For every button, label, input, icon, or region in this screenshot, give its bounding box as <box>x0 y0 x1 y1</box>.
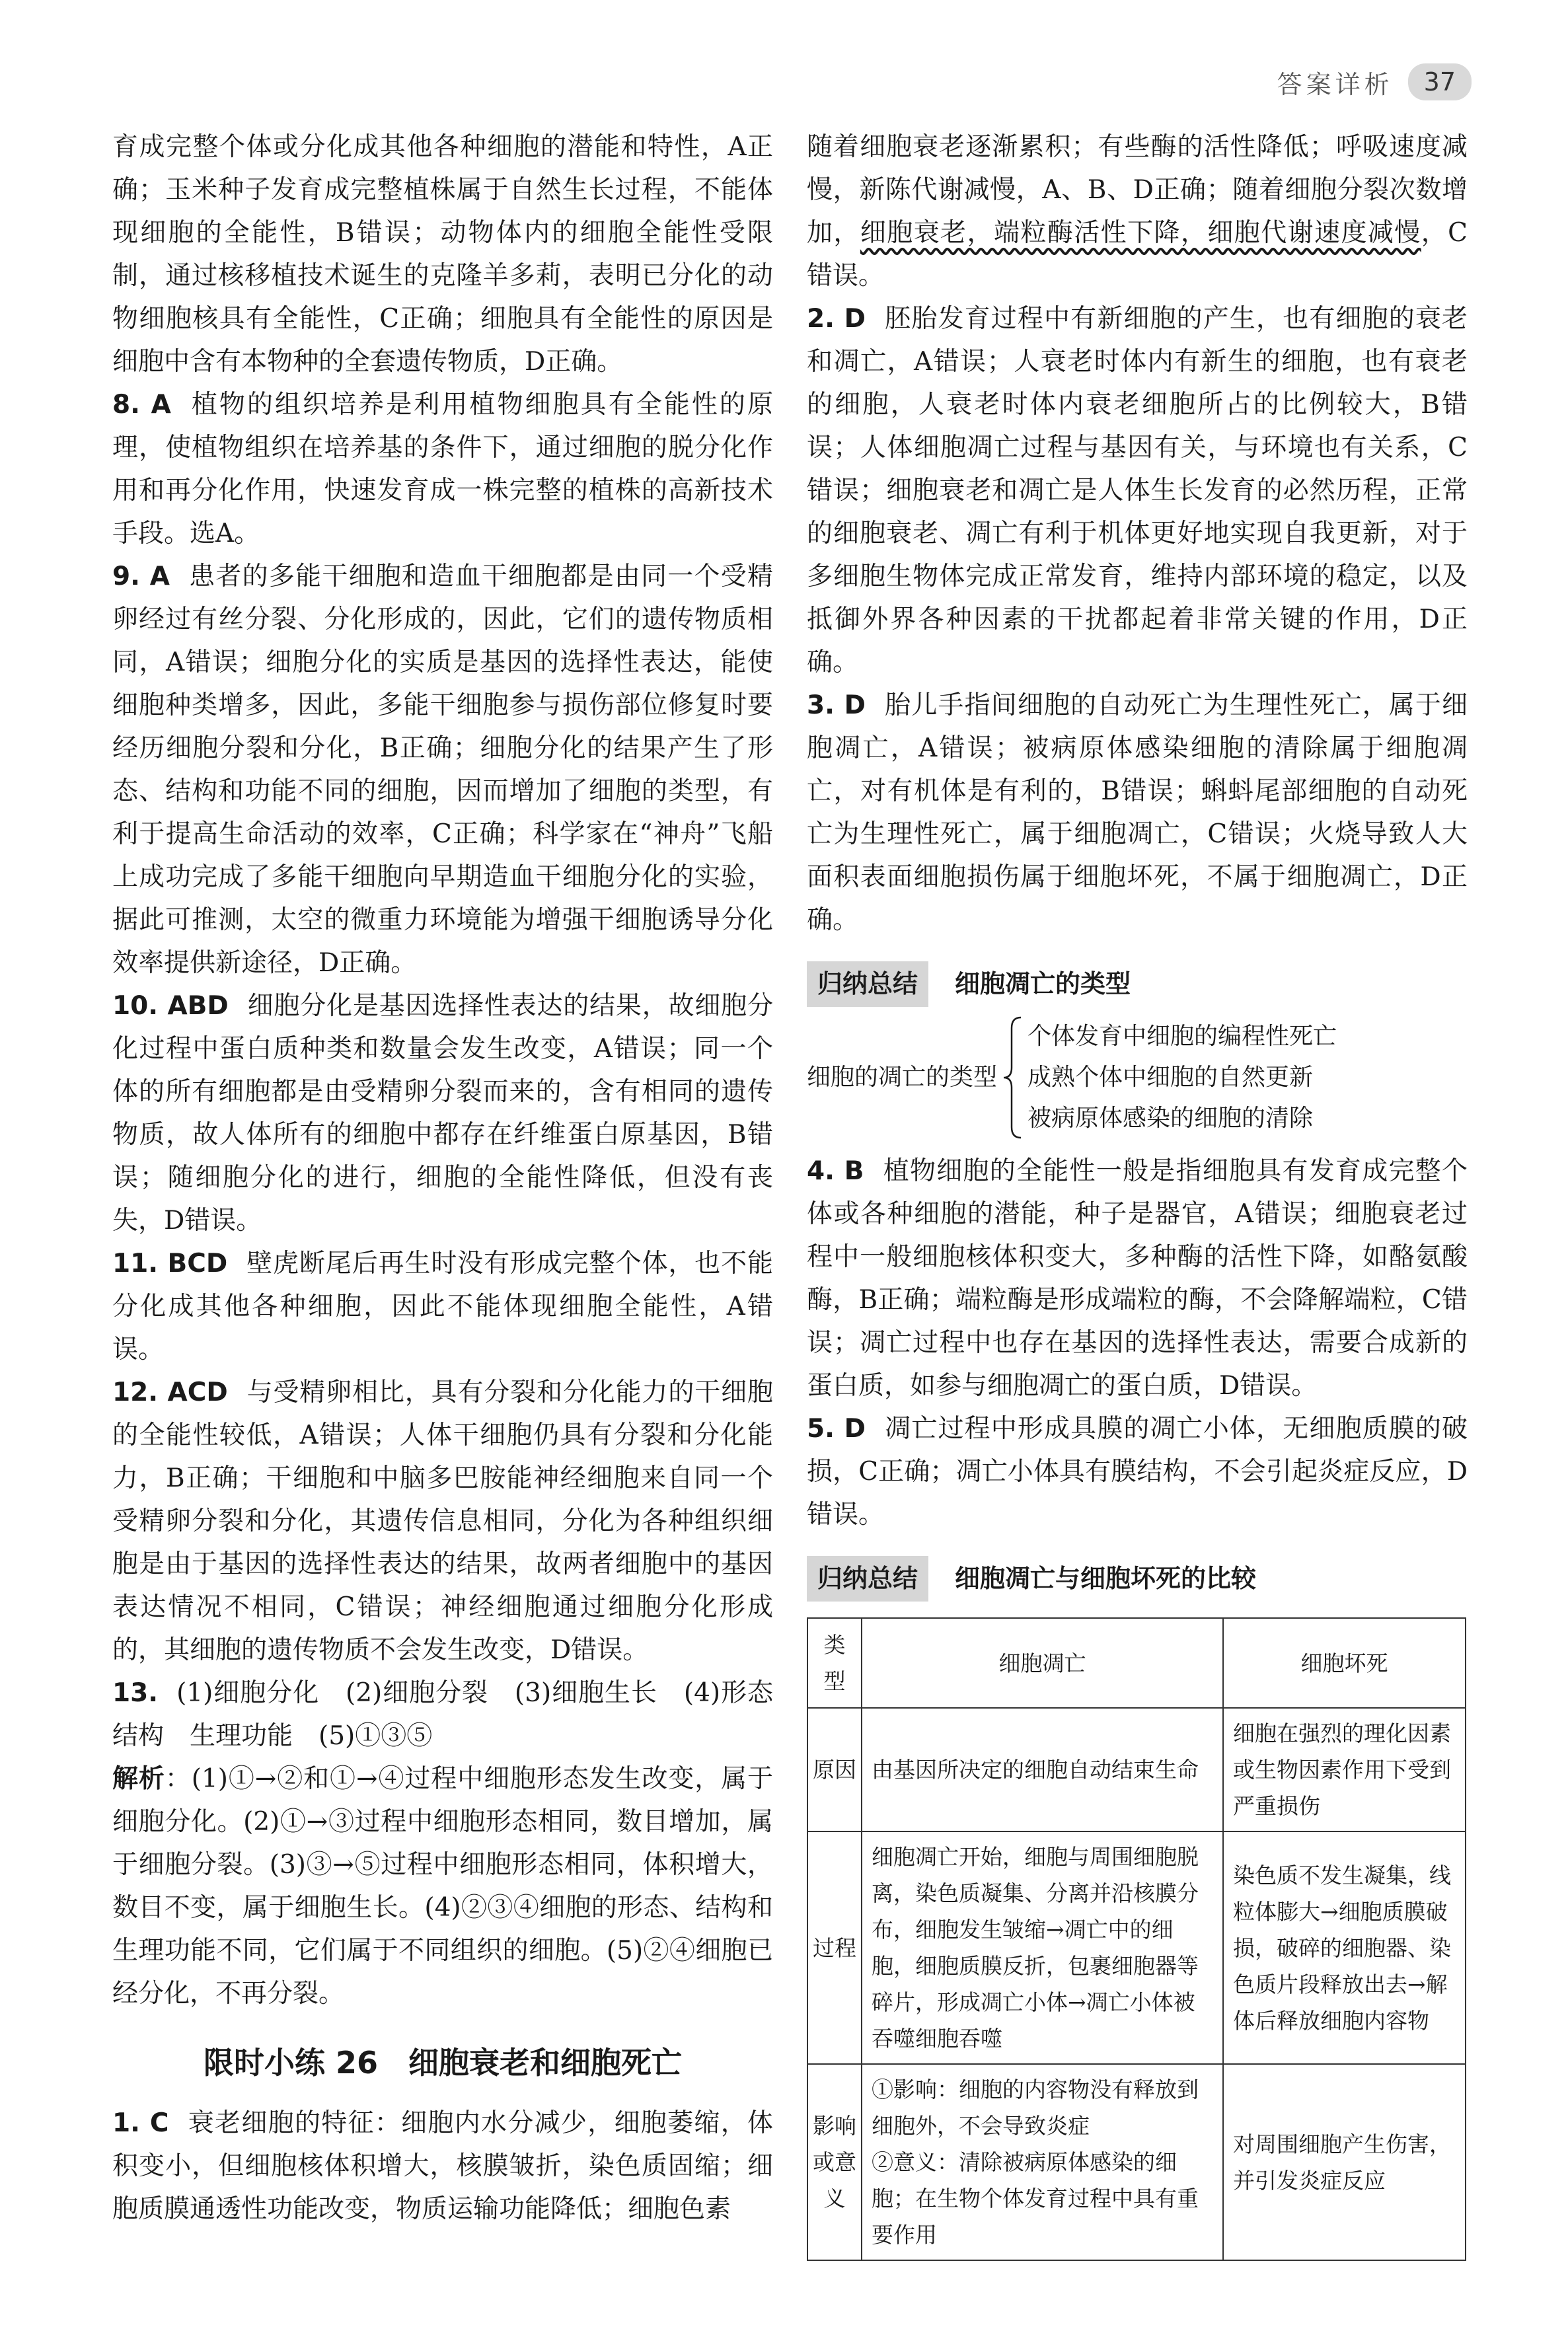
section-title: 限时小练 26 细胞衰老和细胞死亡 <box>203 2045 683 2081</box>
section-answer-1 <box>112 2102 773 2231</box>
section-answer-3 <box>807 684 1468 941</box>
table-row-type: 过程 <box>807 1831 862 2064</box>
answer-12 <box>112 1371 773 1672</box>
table-cell-apoptosis: 由基因所决定的细胞自动结束生命 <box>862 1708 1223 1831</box>
wavy-underlined-text: 细胞衰老，端粒酶活性下降，细胞代谢速度减慢 <box>860 218 1421 248</box>
section-answer-5-number: 5. D <box>807 1414 866 1444</box>
answer-8-text: 植物的组织培养是利用植物细胞具有全能性的原理，使植物组织在培养基的条件下，通过细胞的脱分化作用和再分化作用，快速发育成一株完整的植株的高新技术手段。选A。 <box>112 390 773 548</box>
summary-2-tag: 归纳总结 <box>807 1556 928 1602</box>
table-cell-apoptosis-effect: ①影响：细胞的内容物没有释放到细胞外，不会导致炎症 <box>872 2077 1199 2139</box>
intro-paragraph: 育成完整个体或分化成其他各种细胞的潜能和特性，A正确；玉米种子发育成完整植株属于自然生长过程，不能体现细胞的全能性，B错误；动物体内的细胞全能性受限制，通过核移植技术诞生的克隆羊多莉，表明已分化的动物细胞核具有全能性，C正确；细胞具有全能性的原因是细胞中含有本物种的全套遗传物质，D正确。 <box>112 132 773 377</box>
section-answer-3-number: 3. D <box>807 690 866 720</box>
section-answer-4 <box>807 1150 1468 1407</box>
answer-8 <box>112 383 773 555</box>
section-answer-1-text: 衰老细胞的特征：细胞内水分减少，细胞萎缩，体积变小，但细胞核体积增大，核膜皱折，染色质固缩；细胞质膜通透性功能改变，物质运输功能降低；细胞色素 <box>112 2108 773 2224</box>
section-answer-5-text: 凋亡过程中形成具膜的凋亡小体，无细胞质膜的破损，C正确；凋亡小体具有膜结构，不会引起炎症反应，D错误。 <box>807 1414 1468 1530</box>
table-row <box>807 2064 1466 2260</box>
apoptosis-types-diagram <box>807 1015 1468 1140</box>
table-cell-necrosis: 对周围细胞产生伤害，并引发炎症反应 <box>1223 2064 1466 2260</box>
analysis-label: 解析 <box>112 1763 165 1794</box>
table-cell-apoptosis <box>862 2064 1223 2260</box>
answer-11-text: 壁虎断尾后再生时没有形成完整个体，也不能分化成其他各种细胞，因此不能体现细胞全能性，A错误。 <box>112 1249 773 1364</box>
answer-13 <box>112 1672 800 1757</box>
header-title: 答案详析 <box>1277 69 1394 99</box>
section-answer-4-text: 植物细胞的全能性一般是指细胞具有发育成完整个体或各种细胞的潜能，种子是器官，A错误；细胞衰老过程中一般细胞核体积变大，多种酶的活性下降，如酪氨酸酶，B正确；端粒酶是形成端粒的酶，不会降解端粒，C错误；凋亡过程中也存在基因的选择性表达，需要合成新的蛋白质，如参与细胞凋亡的蛋白质，D错误。 <box>807 1156 1468 1401</box>
answer-11 <box>112 1242 773 1371</box>
table-header-cell: 细胞凋亡 <box>862 1618 1223 1708</box>
table-cell-necrosis: 细胞在强烈的理化因素或生物因素作用下受到严重损伤 <box>1223 1708 1466 1831</box>
section-answer-2-number: 2. D <box>807 304 866 334</box>
answer-8-number: 8. A <box>112 390 171 420</box>
answer-9-number: 9. A <box>112 562 170 591</box>
apoptosis-type-item: 成熟个体中细胞的自然更新 <box>1027 1064 1314 1091</box>
section-answer-3-text: 胎儿手指间细胞的自动死亡为生理性死亡，属于细胞凋亡，A错误；被病原体感染细胞的清除属于细胞凋亡，对有机体是有利的，B错误；蝌蚪尾部细胞的自动死亡为生理性死亡，属于细胞凋亡，C错误；火烧导致人大面积表面细胞损伤属于细胞坏死，不属于细胞凋亡，D正确。 <box>807 690 1468 935</box>
answer-9 <box>112 555 773 984</box>
table-cell-necrosis: 染色质不发生凝集，线粒体膨大→细胞质膜破损，破碎的细胞器、染色质片段释放出去→解体后释放细胞内容物 <box>1223 1831 1466 2064</box>
page-header <box>1277 63 1472 100</box>
apoptosis-types-list <box>1027 1016 1337 1139</box>
section-answer-5 <box>807 1407 1468 1536</box>
answer-13-number: 13. <box>112 1678 159 1708</box>
answer-12-text: 与受精卵相比，具有分裂和分化能力的干细胞的全能性较低，A错误；人体干细胞仍具有分裂和分化能力，B正确；干细胞和中脑多巴胺能神经细胞来自同一个受精卵分裂和分化，其遗传信息相同，分化为各种组织细胞是由于基因的选择性表达的结果，故两者细胞中的基因表达情况不相同，C错误；神经细胞通过细胞分化形成的，其细胞的遗传物质不会发生改变，D错误。 <box>112 1378 773 1665</box>
answer-13-text: (1)细胞分化 (2)细胞分裂 (3)细胞生长 (4)形态 结构 生理功能 (5)①③⑤ <box>112 1678 800 1751</box>
table-header-row <box>807 1618 1466 1708</box>
summary-1-heading <box>807 961 1468 1007</box>
section-answer-1-number: 1. C <box>112 2108 169 2138</box>
brace-icon <box>1001 1015 1024 1140</box>
table-row <box>807 1831 1466 2064</box>
section-answer-2 <box>807 297 1468 684</box>
answer-13-analysis <box>112 1757 773 2015</box>
table-cell-apoptosis-significance: ②意义：清除被病原体感染的细胞；在生物个体发育过程中具有重要作用 <box>872 2149 1199 2248</box>
right-column <box>807 126 1468 2261</box>
table-row-type: 影响或意义 <box>807 2064 862 2260</box>
answer-10-text: 细胞分化是基因选择性表达的结果，故细胞分化过程中蛋白质种类和数量会发生改变，A错误；同一个体的所有细胞都是由受精卵分裂而来的，含有相同的遗传物质，故人体所有的细胞中都存在纤维蛋白原基因，B错误；随细胞分化的进行，细胞的全能性降低，但没有丧失，D错误。 <box>112 991 773 1236</box>
answer-10-number: 10. ABD <box>112 991 229 1021</box>
continued-text-b: ，C错误。 <box>807 218 1468 291</box>
summary-1-title: 细胞凋亡的类型 <box>955 969 1131 998</box>
section-answer-4-number: 4. B <box>807 1156 864 1186</box>
summary-2-heading <box>807 1556 1468 1602</box>
apoptosis-type-item: 被病原体感染的细胞的清除 <box>1027 1105 1314 1132</box>
left-column <box>112 126 800 2231</box>
answer-10 <box>112 984 773 1242</box>
table-cell-apoptosis: 细胞凋亡开始，细胞与周围细胞脱离，染色质凝集、分离并沿核膜分布，细胞发生皱缩→凋亡中的细胞，细胞质膜反折，包裹细胞器等碎片，形成凋亡小体→凋亡小体被吞噬细胞吞噬 <box>862 1831 1223 2064</box>
summary-2-title: 细胞凋亡与细胞坏死的比较 <box>955 1564 1257 1593</box>
page-number: 37 <box>1408 63 1472 100</box>
continued-paragraph <box>807 126 1468 297</box>
table-row-type: 原因 <box>807 1708 862 1831</box>
answer-11-number: 11. BCD <box>112 1249 228 1278</box>
summary-1-tag: 归纳总结 <box>807 961 928 1007</box>
answer-9-text: 患者的多能干细胞和造血干细胞都是由同一个受精卵经过有丝分裂、分化形成的，因此，它们的遗传物质相同，A错误；细胞分化的实质是基因的选择性表达，能使细胞种类增多，因此，多能干细胞参与损伤部位修复时要经历细胞分裂和分化，B正确；细胞分化的结果产生了形态、结构和功能不同的细胞，因而增加了细胞的类型，有利于提高生命活动的效率，C正确；科学家在“神舟”飞船上成功完成了多能干细胞向早期造血干细胞分化的实验，据此可推测，太空的微重力环境能为增强干细胞诱导分化效率提供新途径，D正确。 <box>112 562 773 978</box>
apoptosis-type-item: 个体发育中细胞的编程性死亡 <box>1027 1023 1337 1050</box>
continued-text-a: 随着细胞衰老逐渐累积；有些酶的活性降低；呼吸速度减慢，新陈代谢减慢，A、B、D正确；随着细胞分裂次数增加， <box>807 132 1468 248</box>
table-header-cell: 细胞坏死 <box>1223 1618 1466 1708</box>
table-row <box>807 1708 1466 1831</box>
analysis-text: ：(1)①→②和①→④过程中细胞形态发生改变，属于细胞分化。(2)①→③过程中细胞形态相同，数目增加，属于细胞分裂。(3)③→⑤过程中细胞形态相同，体积增大，数目不变，属于细胞生长。(4)②③④细胞的形态、结构和生理功能不同，它们属于不同组织的细胞。(5)②④细胞已经分化，不再分裂。 <box>112 1764 773 2009</box>
section-answer-2-text: 胚胎发育过程中有新细胞的产生，也有细胞的衰老和凋亡，A错误；人衰老时体内有新生的细胞，也有衰老的细胞，人衰老时体内衰老细胞所占的比例较大，B错误；人体细胞凋亡过程与基因有关，与环境也有关系，C错误；细胞衰老和凋亡是人体生长发育的必然历程，正常的细胞衰老、凋亡有利于机体更好地实现自我更新，对于多细胞生物体完成正常发育，维持内部环境的稳定，以及抵御外界各种因素的干扰都起着非常关键的作用，D正确。 <box>807 304 1468 677</box>
comparison-table <box>807 1617 1466 2261</box>
apoptosis-types-label: 细胞的凋亡的类型 <box>807 1064 998 1091</box>
answer-12-number: 12. ACD <box>112 1378 228 1407</box>
table-header-cell: 类型 <box>807 1618 862 1708</box>
